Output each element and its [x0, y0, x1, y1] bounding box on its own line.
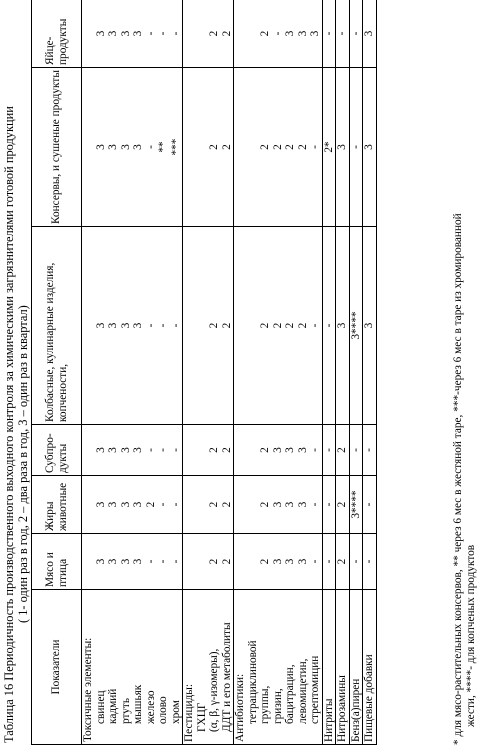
value [247, 70, 260, 224]
value-cell [234, 476, 323, 534]
value: 3 [132, 501, 144, 508]
value: 2 [271, 322, 284, 329]
indicator-cell [82, 590, 183, 745]
value: - [157, 559, 169, 564]
value-spacer [183, 2, 196, 65]
value: 2* [322, 68, 336, 227]
value: 2 [220, 558, 233, 565]
value [247, 229, 260, 422]
value: 3 [336, 68, 350, 227]
value-cell [234, 534, 323, 590]
header-meat: Мясо и птица [32, 534, 82, 590]
value-cell [82, 227, 183, 425]
value: 3 [271, 558, 284, 565]
value: - [349, 0, 363, 68]
value: - [309, 323, 321, 328]
value-spacer [82, 70, 95, 224]
indicator-label: Нитриты [322, 590, 336, 745]
value-cell [183, 68, 234, 227]
table-row-group [234, 0, 323, 745]
value: 2 [336, 425, 350, 476]
value: 3 [132, 447, 144, 453]
value: 2 [259, 30, 271, 37]
value: 3 [94, 144, 107, 150]
indicator-label: железо [144, 690, 157, 724]
value: - [157, 502, 169, 507]
value-cell [234, 425, 323, 476]
value-cell [183, 425, 234, 476]
value: 3 [132, 144, 144, 150]
group-title: Антибиотики: [234, 673, 246, 742]
indicator-label: Бенз(а)пирен [349, 590, 363, 745]
value: 3 [107, 558, 119, 565]
value-cell [183, 476, 234, 534]
value: 2 [208, 30, 220, 37]
value: 2 [284, 144, 296, 150]
value: 2 [259, 501, 271, 508]
value: 3 [107, 322, 119, 329]
indicator-label: Пищевые добавки [363, 590, 377, 745]
value-cell [82, 476, 183, 534]
value-spacer [234, 229, 247, 422]
value: - [144, 323, 157, 328]
value-spacer [82, 229, 95, 422]
indicator-label: гризин, [271, 688, 284, 724]
header-row [32, 0, 82, 745]
value: 3 [119, 558, 132, 565]
value: 2 [259, 144, 271, 150]
value-spacer [82, 2, 95, 65]
value: 3 [132, 30, 144, 37]
value [247, 478, 260, 531]
value: 3 [271, 501, 284, 508]
value: 3 [296, 501, 309, 508]
value: 3 [94, 558, 107, 565]
value: - [349, 425, 363, 476]
value: 3**** [349, 476, 363, 534]
indicator-label: Нитрозамины [336, 590, 350, 745]
value-cell [183, 0, 234, 68]
title-line-1: Таблица 16 Периодичность производственного выходного контроля за химическими загрязнителями готовой продукции [2, 106, 16, 743]
value: 3 [119, 30, 132, 37]
value: 2 [259, 447, 271, 453]
value: 3 [363, 0, 377, 68]
header-canned: Консервы, и сушеные продукты [32, 68, 82, 227]
value [196, 229, 209, 422]
value [196, 2, 209, 65]
value: 3 [296, 447, 309, 453]
value: - [363, 534, 377, 590]
value-cell [234, 68, 323, 227]
value: 3 [119, 501, 132, 508]
value: 2 [220, 30, 233, 37]
indicator-cell [234, 590, 323, 745]
value: 3 [284, 30, 296, 37]
value: - [169, 31, 182, 36]
value: 3 [119, 447, 132, 453]
value: 3 [119, 144, 132, 150]
value: 3 [94, 322, 107, 329]
value-cell [82, 68, 183, 227]
value: - [363, 425, 377, 476]
value: - [309, 448, 321, 452]
value-cell [234, 0, 323, 68]
header-egg: Яйце-продукты [32, 0, 82, 68]
table-row-group [183, 0, 234, 745]
value-spacer [183, 229, 196, 422]
value: - [271, 31, 284, 36]
table-title [2, 3, 30, 743]
value [247, 536, 260, 587]
value: - [322, 534, 336, 590]
table-row [322, 0, 336, 745]
value: 2 [208, 144, 220, 150]
value: 2 [271, 144, 284, 150]
value-spacer [234, 478, 247, 531]
value: - [322, 476, 336, 534]
value [196, 70, 209, 224]
table-row [363, 0, 377, 745]
value: 3 [107, 447, 119, 453]
indicator-cell [183, 590, 234, 745]
indicator-label: группы, [259, 685, 271, 724]
value-spacer [183, 478, 196, 531]
footnote-line-2: жести, ****- для копченых продуктов [465, 544, 477, 727]
value: - [322, 425, 336, 476]
value-cell [183, 227, 234, 425]
value: - [144, 31, 157, 36]
indicator-label: ртуть [119, 697, 132, 724]
value: - [157, 31, 169, 36]
value: - [169, 448, 182, 452]
value: 3 [363, 68, 377, 227]
value-spacer [234, 2, 247, 65]
value: 3 [363, 227, 377, 425]
value-cell [82, 0, 183, 68]
header-fats: Жиры животные [32, 476, 82, 534]
value: 3 [94, 30, 107, 37]
group-title: Пестициды: [183, 683, 195, 742]
value-cell [183, 534, 234, 590]
value-cell [82, 425, 183, 476]
value: 3 [132, 558, 144, 565]
value: 3 [284, 501, 296, 508]
indicator-label: кадмий [107, 688, 119, 724]
indicator-label: бацитрацин, [284, 664, 296, 724]
value: - [157, 323, 169, 328]
indicator-label: (α, β, γ-изомеры), [208, 648, 220, 732]
value-spacer [183, 70, 196, 224]
value-spacer [183, 427, 196, 473]
control-periodicity-table [31, 0, 377, 745]
value: - [169, 323, 182, 328]
footnote [452, 5, 478, 745]
value: - [322, 0, 336, 68]
table-row [349, 0, 363, 745]
value: ** [157, 141, 169, 153]
value: 3 [296, 558, 309, 565]
value-spacer [82, 478, 95, 531]
value [247, 427, 260, 473]
value: 3 [107, 30, 119, 37]
value: - [309, 145, 321, 149]
value: 3 [132, 322, 144, 329]
value: - [144, 559, 157, 564]
value: 2 [296, 144, 309, 150]
value [196, 478, 209, 531]
value: - [144, 448, 157, 452]
value: 3 [94, 447, 107, 453]
value: - [144, 145, 157, 149]
value-spacer [82, 427, 95, 473]
value: - [322, 227, 336, 425]
value: *** [169, 138, 182, 156]
indicator-label: ДДТ и его метаболиты [220, 622, 233, 732]
indicator-label: стрептомицин [309, 655, 321, 724]
value-spacer [183, 536, 196, 587]
value: - [336, 0, 350, 68]
value: 3 [119, 322, 132, 329]
value: 2 [296, 322, 309, 329]
value-spacer [82, 536, 95, 587]
value: 2 [336, 476, 350, 534]
indicator-label: ГХЦГ [195, 702, 208, 732]
value: - [309, 559, 321, 564]
value: - [169, 559, 182, 564]
header-indicator: Показатели [32, 590, 82, 745]
table-row-group [82, 0, 183, 745]
indicator-label: хром [169, 700, 182, 724]
header-offal: Субпро-дукты [32, 425, 82, 476]
value-cell [82, 534, 183, 590]
value: - [169, 502, 182, 507]
value: 3 [284, 558, 296, 565]
value: 2 [220, 322, 233, 329]
value: 3 [309, 30, 321, 37]
indicator-label: олово [157, 696, 169, 724]
value [247, 2, 260, 65]
value: 3 [107, 501, 119, 508]
value: - [157, 448, 169, 452]
value: 2 [336, 534, 350, 590]
value: 2 [220, 501, 233, 508]
indicator-label: мышьяк [132, 684, 144, 724]
indicator-label: левомицетин, [296, 658, 309, 724]
value-spacer [234, 427, 247, 473]
value: 2 [208, 447, 220, 453]
value: 2 [259, 322, 271, 329]
value: 3**** [349, 227, 363, 425]
value: - [349, 534, 363, 590]
table-row [336, 0, 350, 745]
value: 3 [271, 447, 284, 453]
value: 2 [144, 501, 157, 508]
value: 2 [208, 322, 220, 329]
value: 3 [94, 501, 107, 508]
value: 3 [336, 227, 350, 425]
value [196, 427, 209, 473]
header-sausages: Колбасные, кулинарные изделия, копчености, [32, 227, 82, 425]
value: 3 [284, 447, 296, 453]
value: - [309, 502, 321, 507]
value: 2 [284, 322, 296, 329]
value: 3 [107, 144, 119, 150]
value-spacer [234, 536, 247, 587]
group-title: Токсичные элементы: [82, 637, 94, 742]
indicator-label: тетрациклиновой [246, 640, 259, 724]
value [196, 536, 209, 587]
value: 2 [220, 447, 233, 453]
value: 2 [208, 558, 220, 565]
indicator-label: свинец [94, 690, 107, 724]
value: 2 [208, 501, 220, 508]
value: 2 [220, 144, 233, 150]
title-line-2: ( 1- один раз в год, 2 – два раза в год, 3 – один раз в квартал) [16, 305, 30, 623]
value-spacer [234, 70, 247, 224]
value-cell [234, 227, 323, 425]
value: - [349, 68, 363, 227]
value: - [363, 476, 377, 534]
footnote-line-1: * для мясо-растительных консервов, ** через 6 мес в жестяной таре, ***-через 6 мес в таре из хромированной [452, 213, 464, 745]
value: 2 [259, 558, 271, 565]
value: 3 [296, 30, 309, 37]
